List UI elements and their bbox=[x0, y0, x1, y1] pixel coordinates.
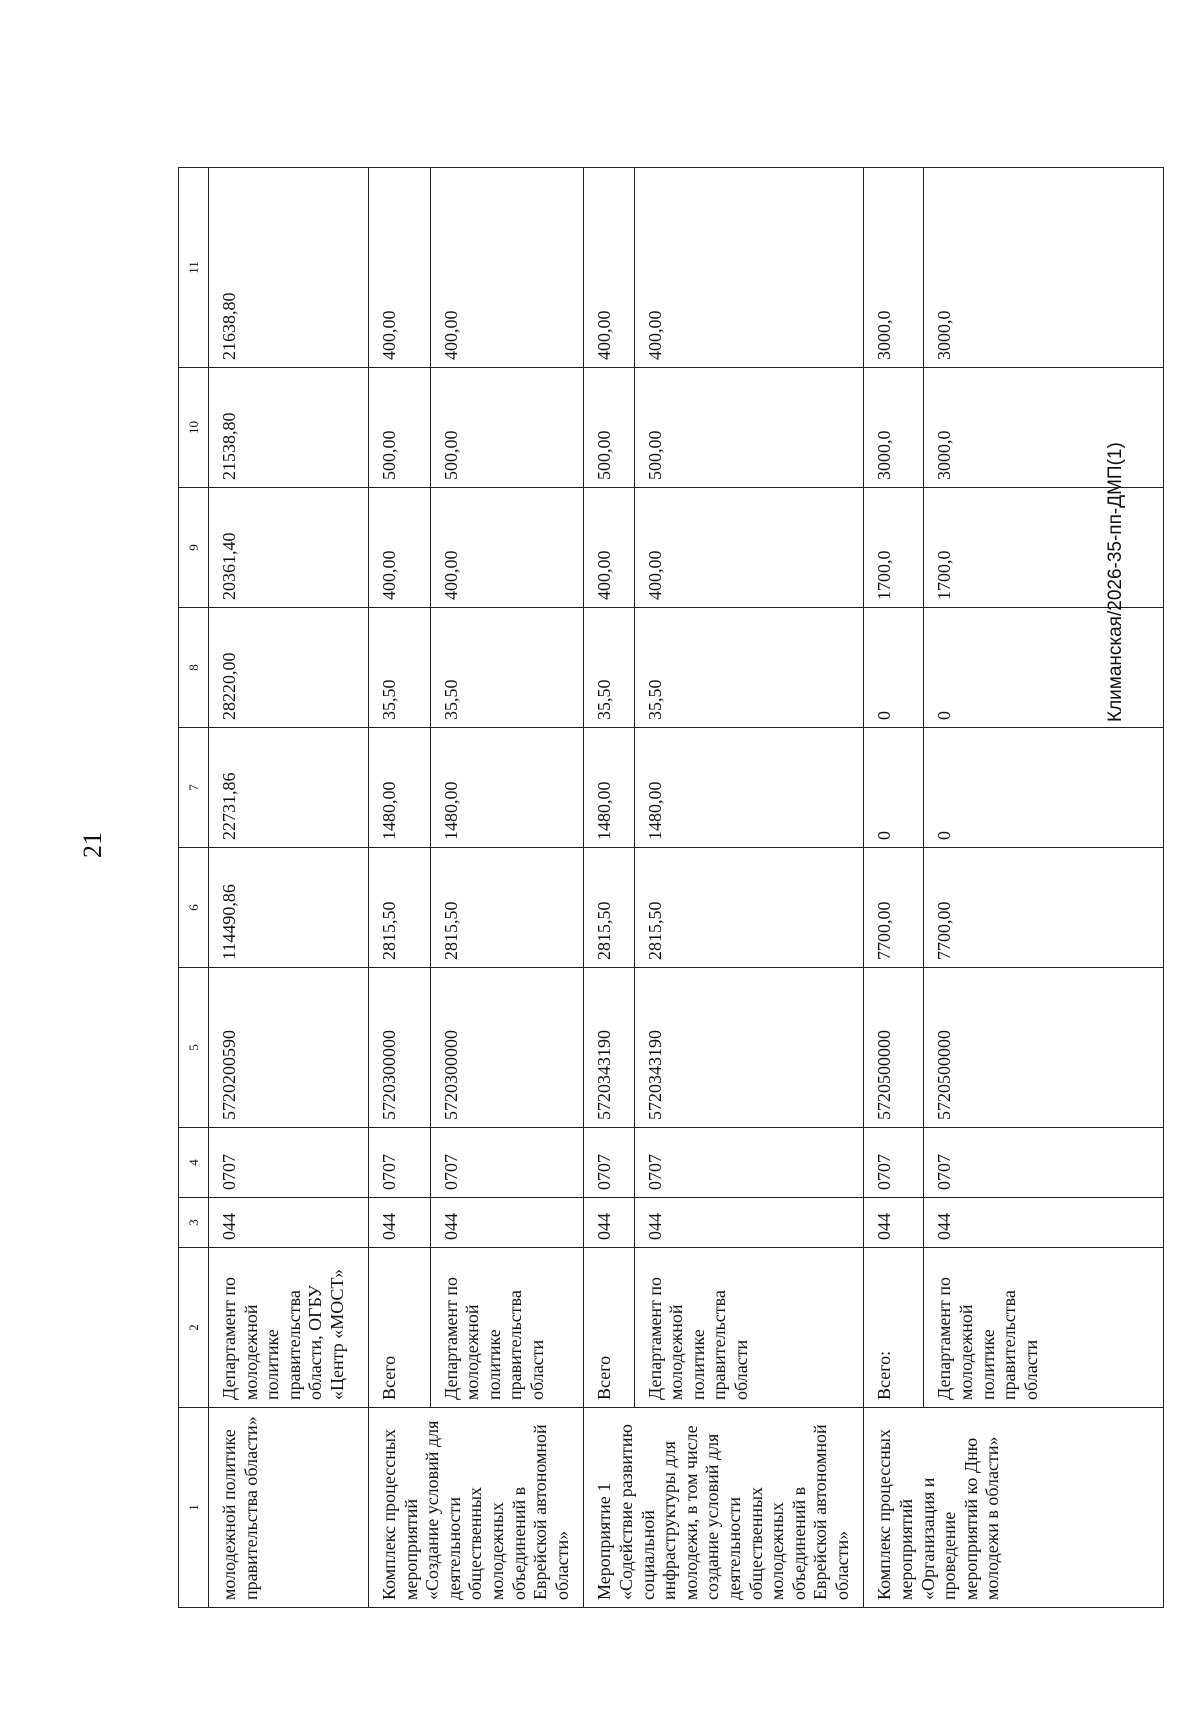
row-value-10-cell: 500,00 bbox=[369, 368, 431, 488]
row-executor-cell: Всего bbox=[369, 1248, 431, 1408]
row-value-6-cell: 2815,50 bbox=[584, 848, 634, 968]
row-code-4-cell: 0707 bbox=[369, 1128, 431, 1198]
row-code-4-cell: 0707 bbox=[634, 1128, 864, 1198]
header-cell-10: 10 bbox=[179, 368, 209, 488]
row-code-5-cell: 5720300000 bbox=[369, 968, 431, 1128]
row-value-6-cell: 2815,50 bbox=[634, 848, 864, 968]
row-code-5-cell: 5720500000 bbox=[864, 968, 924, 1128]
footer-document-code: Климанская/2026-35-пп-ДМП(1) bbox=[1105, 442, 1126, 722]
row-value-10-cell: 21538,80 bbox=[209, 368, 369, 488]
row-code-4-cell: 0707 bbox=[864, 1128, 924, 1198]
header-cell-4: 4 bbox=[179, 1128, 209, 1198]
table-row bbox=[209, 168, 369, 1608]
row-value-8-cell: 35,50 bbox=[369, 608, 431, 728]
table-row bbox=[584, 168, 634, 1608]
row-code-5-cell: 5720343190 bbox=[634, 968, 864, 1128]
header-cell-3: 3 bbox=[179, 1198, 209, 1248]
header-cell-5: 5 bbox=[179, 968, 209, 1128]
row-value-9-cell: 400,00 bbox=[369, 488, 431, 608]
row-value-9-cell: 400,00 bbox=[584, 488, 634, 608]
row-value-11-cell: 3000,0 bbox=[924, 168, 1164, 368]
row-code-3-cell: 044 bbox=[209, 1198, 369, 1248]
table-row bbox=[864, 168, 924, 1608]
row-value-6-cell: 7700,00 bbox=[864, 848, 924, 968]
row-executor-cell: Всего: bbox=[864, 1248, 924, 1408]
row-value-10-cell: 500,00 bbox=[430, 368, 584, 488]
row-value-11-cell: 400,00 bbox=[584, 168, 634, 368]
row-code-3-cell: 044 bbox=[430, 1198, 584, 1248]
table-row bbox=[634, 168, 864, 1608]
row-value-8-cell: 35,50 bbox=[634, 608, 864, 728]
row-value-8-cell: 35,50 bbox=[584, 608, 634, 728]
row-value-9-cell: 20361,40 bbox=[209, 488, 369, 608]
row-value-6-cell: 2815,50 bbox=[369, 848, 431, 968]
row-name-cell: Комплекс процессных мероприятий «Создание условий для деятельности общественных молодежных объединений в Еврейской автономной области» bbox=[369, 1408, 584, 1608]
budget-table bbox=[178, 167, 1164, 1608]
header-cell-1: 1 bbox=[179, 1408, 209, 1608]
row-value-10-cell: 500,00 bbox=[634, 368, 864, 488]
row-code-5-cell: 5720343190 bbox=[584, 968, 634, 1128]
row-value-6-cell: 7700,00 bbox=[924, 848, 1164, 968]
header-cell-7: 7 bbox=[179, 728, 209, 848]
row-code-5-cell: 5720300000 bbox=[430, 968, 584, 1128]
row-code-3-cell: 044 bbox=[864, 1198, 924, 1248]
table-row bbox=[430, 168, 584, 1608]
page-number: 21 bbox=[78, 832, 107, 858]
row-code-5-cell: 5720200590 bbox=[209, 968, 369, 1128]
header-cell-8: 8 bbox=[179, 608, 209, 728]
row-name-cell: Комплекс процессных мероприятий «Организация и проведение мероприятий ко Дню молодежи в области» bbox=[864, 1408, 1164, 1608]
row-value-11-cell: 21638,80 bbox=[209, 168, 369, 368]
row-code-4-cell: 0707 bbox=[584, 1128, 634, 1198]
row-value-6-cell: 2815,50 bbox=[430, 848, 584, 968]
row-value-8-cell: 35,50 bbox=[430, 608, 584, 728]
row-value-9-cell: 400,00 bbox=[430, 488, 584, 608]
row-name-cell: молодежной политике правительства области» bbox=[209, 1408, 369, 1608]
row-value-9-cell: 1700,0 bbox=[864, 488, 924, 608]
row-value-7-cell: 1480,00 bbox=[634, 728, 864, 848]
row-code-5-cell: 5720500000 bbox=[924, 968, 1164, 1128]
row-value-8-cell: 28220,00 bbox=[209, 608, 369, 728]
row-code-3-cell: 044 bbox=[369, 1198, 431, 1248]
row-value-11-cell: 400,00 bbox=[369, 168, 431, 368]
rotated-table-container bbox=[178, 168, 1108, 1608]
row-value-10-cell: 3000,0 bbox=[924, 368, 1164, 488]
row-executor-cell: Департамент по молодежной политике правительства области bbox=[430, 1248, 584, 1408]
row-value-9-cell: 1700,0 bbox=[924, 488, 1164, 608]
header-cell-2: 2 bbox=[179, 1248, 209, 1408]
row-code-3-cell: 044 bbox=[634, 1198, 864, 1248]
row-value-11-cell: 400,00 bbox=[430, 168, 584, 368]
table-row bbox=[924, 168, 1164, 1608]
row-value-8-cell: 0 bbox=[864, 608, 924, 728]
row-value-10-cell: 500,00 bbox=[584, 368, 634, 488]
row-value-7-cell: 1480,00 bbox=[584, 728, 634, 848]
row-executor-cell: Департамент по молодежной политике правительства области, ОГБУ «Центр «МОСТ» bbox=[209, 1248, 369, 1408]
row-value-7-cell: 1480,00 bbox=[430, 728, 584, 848]
row-code-3-cell: 044 bbox=[924, 1198, 1164, 1248]
row-value-11-cell: 3000,0 bbox=[864, 168, 924, 368]
row-value-7-cell: 22731,86 bbox=[209, 728, 369, 848]
row-value-10-cell: 3000,0 bbox=[864, 368, 924, 488]
table-header-row bbox=[179, 168, 209, 1608]
row-value-8-cell: 0 bbox=[924, 608, 1164, 728]
row-code-4-cell: 0707 bbox=[209, 1128, 369, 1198]
header-cell-6: 6 bbox=[179, 848, 209, 968]
row-value-7-cell: 1480,00 bbox=[369, 728, 431, 848]
row-executor-cell: Всего bbox=[584, 1248, 634, 1408]
row-executor-cell: Департамент по молодежной политике правительства области bbox=[634, 1248, 864, 1408]
row-value-6-cell: 114490,86 bbox=[209, 848, 369, 968]
header-cell-9: 9 bbox=[179, 488, 209, 608]
table-row bbox=[369, 168, 431, 1608]
row-code-3-cell: 044 bbox=[584, 1198, 634, 1248]
header-cell-11: 11 bbox=[179, 168, 209, 368]
row-value-7-cell: 0 bbox=[924, 728, 1164, 848]
row-value-11-cell: 400,00 bbox=[634, 168, 864, 368]
row-name-cell: Мероприятие 1 «Содействие развитию социальной инфраструктуры для молодежи, в том числе создание условий для деятельности общественных молодежных объединений в Еврейской автономной области» bbox=[584, 1408, 864, 1608]
row-code-4-cell: 0707 bbox=[430, 1128, 584, 1198]
row-value-9-cell: 400,00 bbox=[634, 488, 864, 608]
row-executor-cell: Департамент по молодежной политике правительства области bbox=[924, 1248, 1164, 1408]
row-code-4-cell: 0707 bbox=[924, 1128, 1164, 1198]
row-value-7-cell: 0 bbox=[864, 728, 924, 848]
